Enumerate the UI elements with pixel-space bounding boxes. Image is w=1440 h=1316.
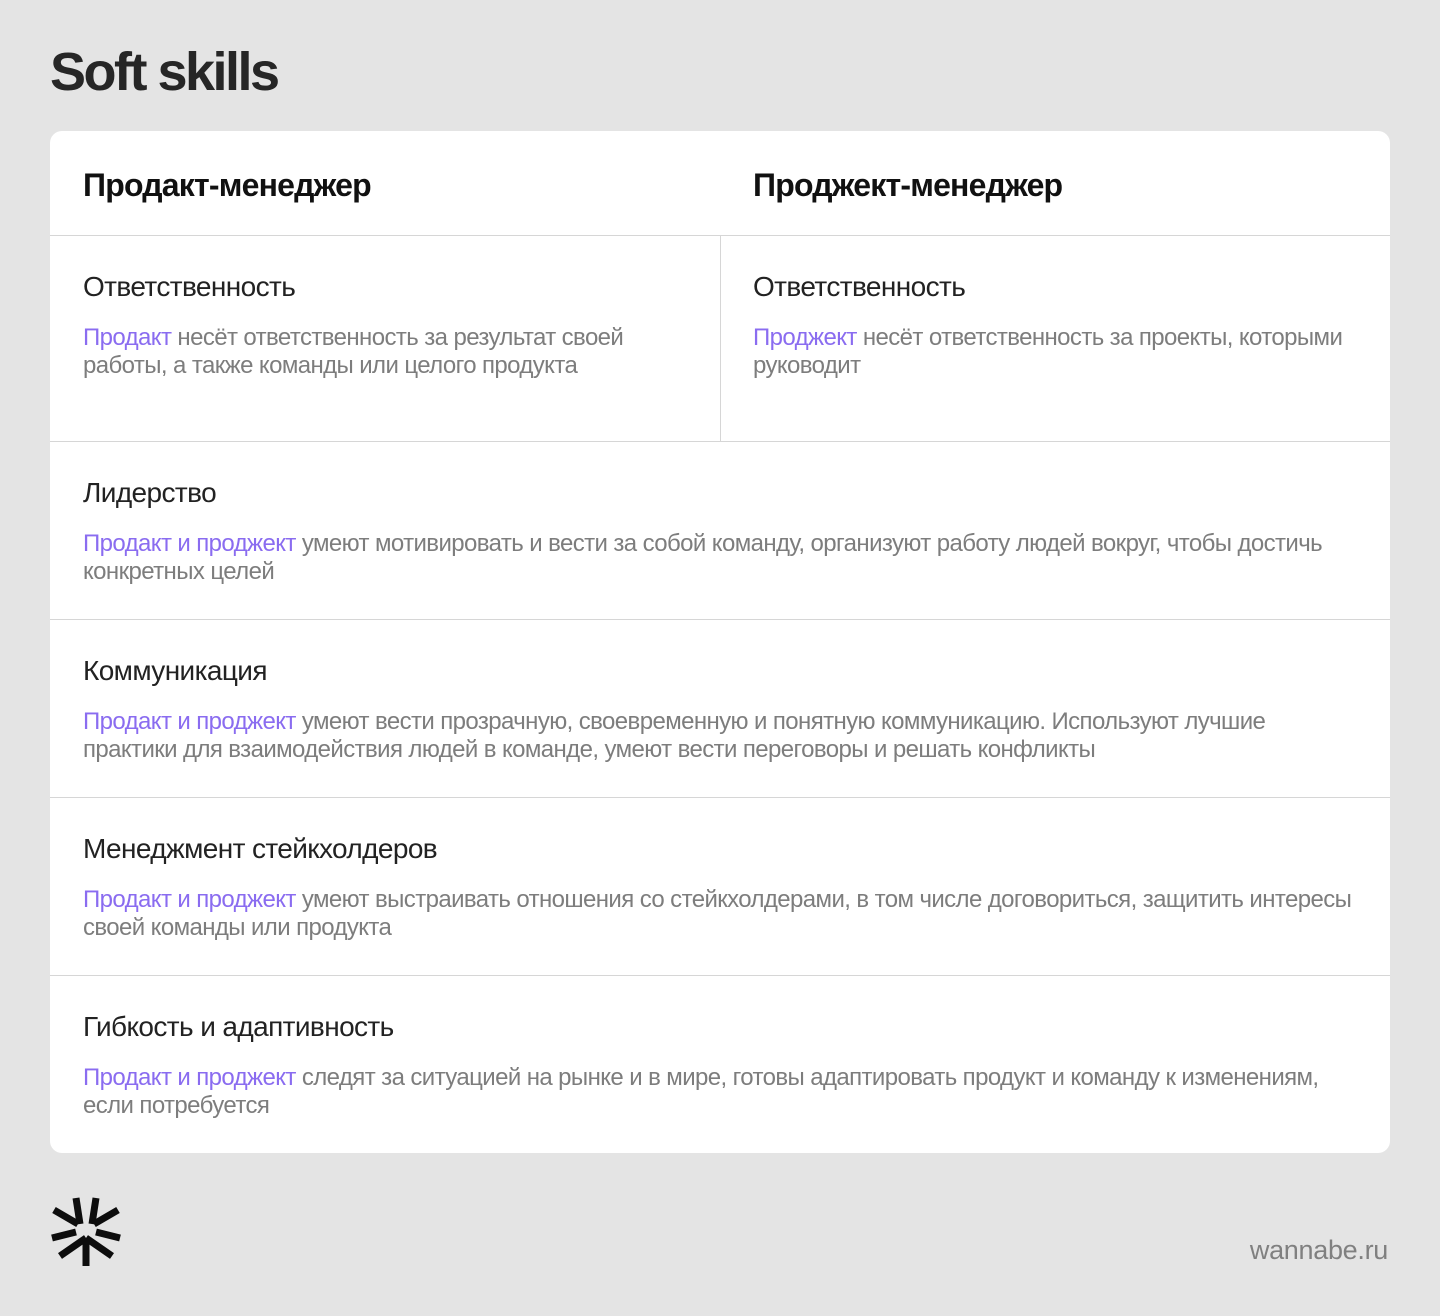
section-text xyxy=(83,708,1357,764)
responsibility-project-cell xyxy=(720,236,1390,441)
section-stakeholder-management xyxy=(50,798,1390,976)
description: умеют вести прозрачную, своевременную и понятную коммуникацию. Используют лучшие практики для взаимодействия людей в команде, умеют вести переговоры и решать конфликты xyxy=(83,708,1266,763)
section-title: Ответственность xyxy=(83,271,296,302)
column-header-product-manager: Продакт-менеджер xyxy=(83,167,371,203)
section-text xyxy=(83,324,687,380)
section-communication xyxy=(50,620,1390,798)
description: несёт ответственность за проекты, которыми руководит xyxy=(753,324,1343,379)
description: умеют мотивировать и вести за собой команду, организуют работу людей вокруг, чтобы достичь конкретных целей xyxy=(83,530,1323,585)
responsibility-product-cell xyxy=(50,236,720,441)
accent-subject: Продакт и проджект xyxy=(83,530,296,557)
section-text xyxy=(83,530,1357,586)
accent-subject: Продакт xyxy=(83,324,172,351)
comparison-card xyxy=(50,131,1390,1153)
accent-subject: Продакт и проджект xyxy=(83,886,296,913)
column-header-row xyxy=(50,131,1390,236)
section-text xyxy=(753,324,1357,380)
section-title: Коммуникация xyxy=(83,655,267,686)
accent-subject: Проджект xyxy=(753,324,857,351)
section-text xyxy=(83,886,1357,942)
accent-subject: Продакт и проджект xyxy=(83,708,296,735)
description: умеют выстраивать отношения со стейкхолдерами, в том числе договориться, защитить интересы своей команды или продукта xyxy=(83,886,1352,941)
page-title: Soft skills xyxy=(50,42,278,102)
footer-site-link[interactable]: wannabe.ru xyxy=(1249,1235,1388,1265)
section-title: Менеджмент стейкхолдеров xyxy=(83,833,438,864)
responsibility-row xyxy=(50,236,1390,442)
column-header-project-manager: Проджект-менеджер xyxy=(753,167,1063,203)
section-title: Ответственность xyxy=(753,271,966,302)
accent-subject: Продакт и проджект xyxy=(83,1064,296,1091)
asterisk-burst-logo-icon xyxy=(50,1194,122,1266)
description: следят за ситуацией на рынке и в мире, готовы адаптировать продукт и команду к изменениям, если потребуется xyxy=(83,1064,1319,1119)
section-text xyxy=(83,1064,1357,1120)
description: несёт ответственность за результат своей работы, а также команды или целого продукта xyxy=(83,324,624,379)
section-leadership xyxy=(50,442,1390,620)
section-title: Лидерство xyxy=(83,477,217,508)
section-title: Гибкость и адаптивность xyxy=(83,1011,394,1042)
section-flexibility xyxy=(50,976,1390,1153)
